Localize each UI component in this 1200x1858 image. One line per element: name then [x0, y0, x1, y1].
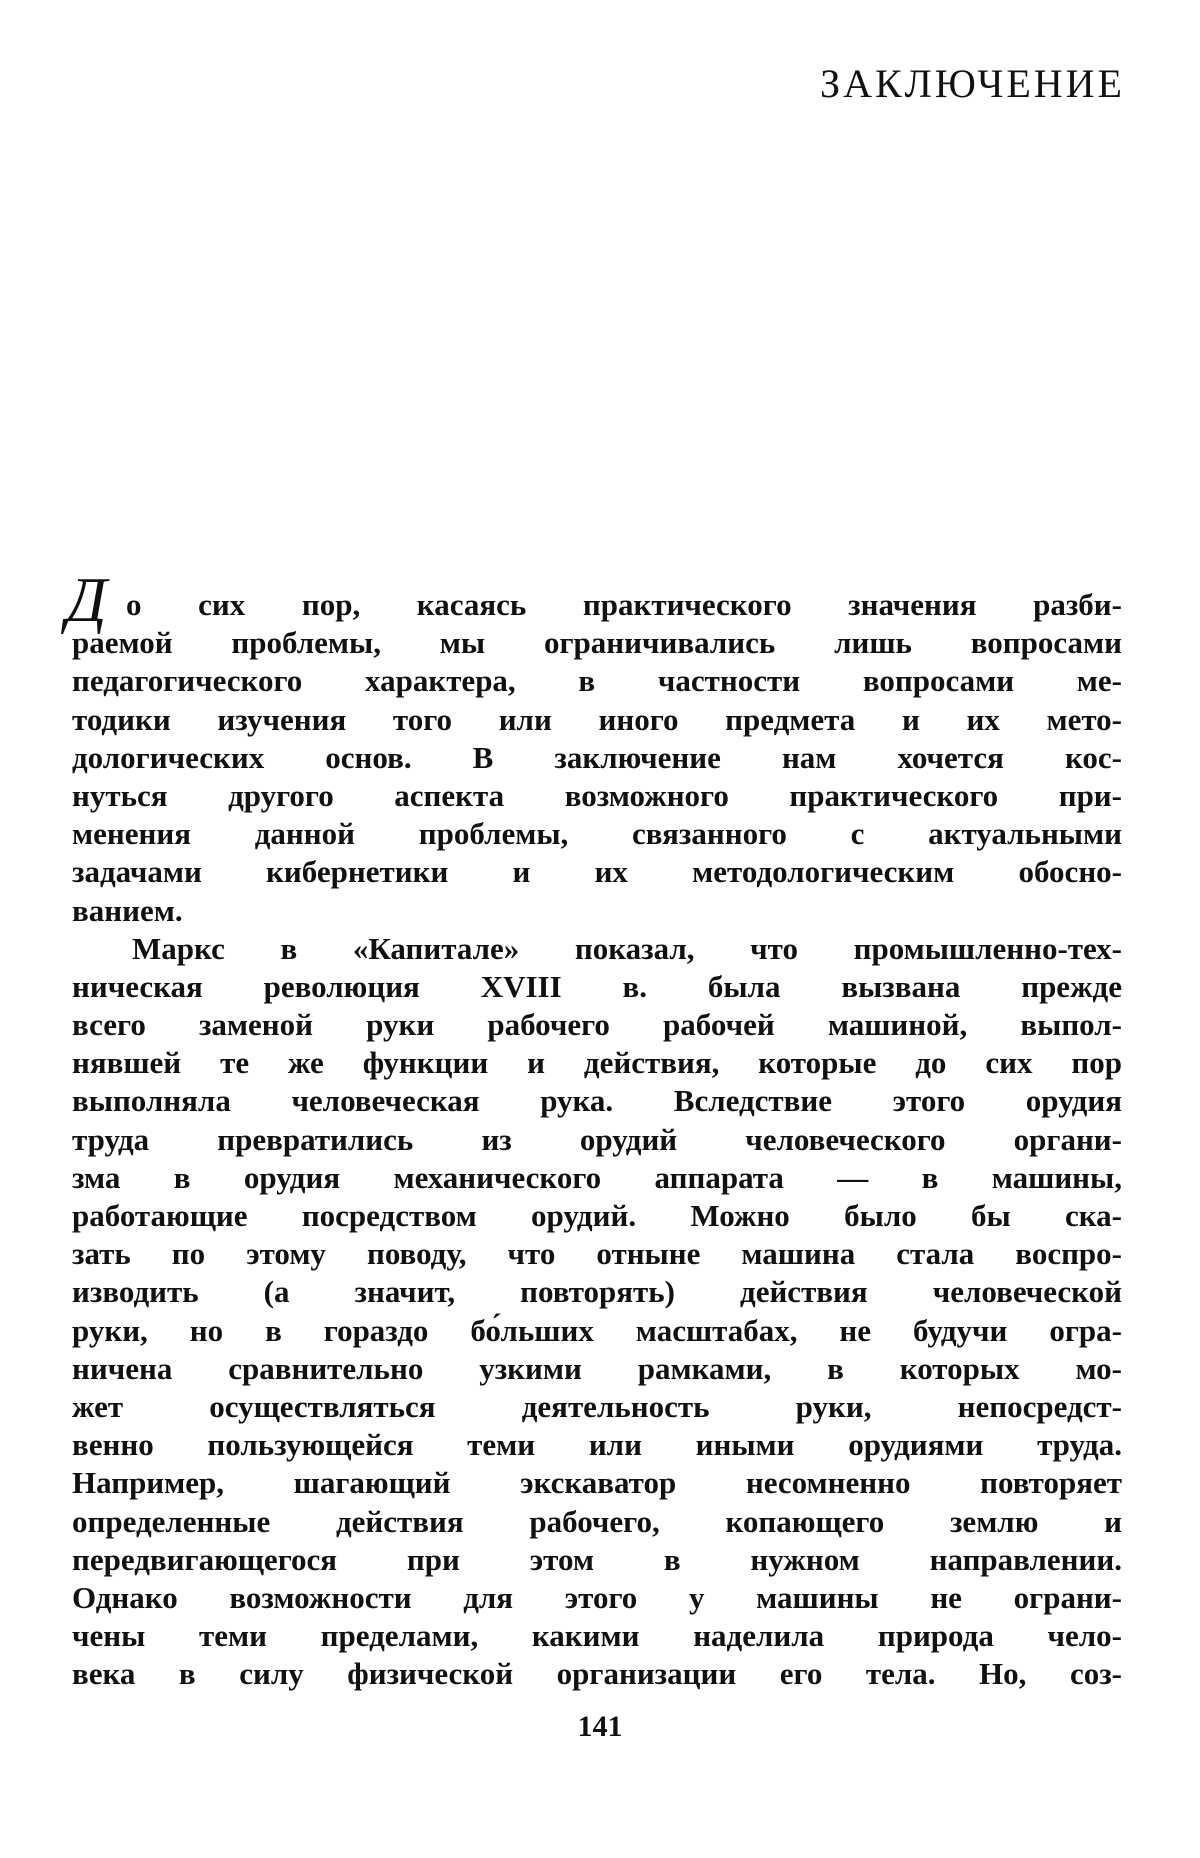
drop-cap: Д — [66, 564, 107, 635]
text-line: выполняла человеческая рука. Вследствие этого орудия — [72, 1083, 1122, 1119]
text-line: о сих пор, касаясь практического значения разби- — [126, 587, 1122, 622]
text-line-first — [66, 564, 1122, 635]
text-line: нявшей те же функции и действия, которые до сих пор — [72, 1045, 1122, 1081]
text-line: изводить (а значит, повторять) действия человеческой — [72, 1274, 1122, 1310]
text-line: ванием. — [72, 892, 183, 928]
text-line: Например, шагающий экскаватор несомненно повторяет — [72, 1465, 1122, 1501]
text-line: ничена сравнительно узкими рамками, в которых мо- — [72, 1350, 1122, 1386]
page-number: 141 — [577, 1710, 623, 1743]
text-line: Однако возможности для этого у машины не ограни- — [72, 1579, 1122, 1615]
text-line: руки, но в гораздо бо́льших масштабах, не будучи огра- — [72, 1312, 1122, 1348]
text-line: труда превратились из орудий человеческого органи- — [72, 1121, 1122, 1157]
text-line: педагогического характера, в частности вопросами ме- — [72, 663, 1122, 699]
text-line: венно пользующейся теми или иными орудиями труда. — [72, 1427, 1122, 1463]
text-line: передвигающегося при этом в нужном направлении. — [72, 1541, 1122, 1577]
text-line: чены теми пределами, какими наделила природа чело- — [72, 1618, 1122, 1654]
text-line: раемой проблемы, мы ограничивались лишь вопросами — [72, 625, 1122, 661]
text-line: нуться другого аспекта возможного практического при- — [72, 777, 1122, 813]
text-line: менения данной проблемы, связанного с актуальными — [72, 816, 1122, 852]
text-line: жет осуществляться деятельность руки, непосредст- — [72, 1388, 1122, 1424]
text-line: зать по этому поводу, что отныне машина стала воспро- — [72, 1236, 1122, 1272]
text-line: века в силу физической организации его тела. Но, соз- — [72, 1656, 1122, 1692]
text-line: дологических основ. В заключение нам хочется кос- — [72, 739, 1122, 775]
main-text — [66, 564, 1122, 1693]
text-line: всего заменой руки рабочего рабочей машиной, выпол- — [72, 1007, 1122, 1043]
text-line: тодики изучения того или иного предмета и их мето- — [72, 701, 1122, 737]
text-line: ническая революция XVIII в. была вызвана прежде — [72, 968, 1122, 1004]
text-line: работающие посредством орудий. Можно было бы ска- — [72, 1198, 1122, 1233]
text-line: определенные действия рабочего, копающего землю и — [72, 1503, 1122, 1539]
text-line: Маркс в «Капитале» показал, что промышленно-тех- — [132, 930, 1122, 966]
text-line: зма в орудия механического аппарата — в машины, — [72, 1159, 1122, 1195]
text-line: задачами кибернетики и их методологическим обосно- — [72, 854, 1122, 890]
chapter-heading: ЗАКЛЮЧЕНИЕ — [820, 61, 1125, 106]
